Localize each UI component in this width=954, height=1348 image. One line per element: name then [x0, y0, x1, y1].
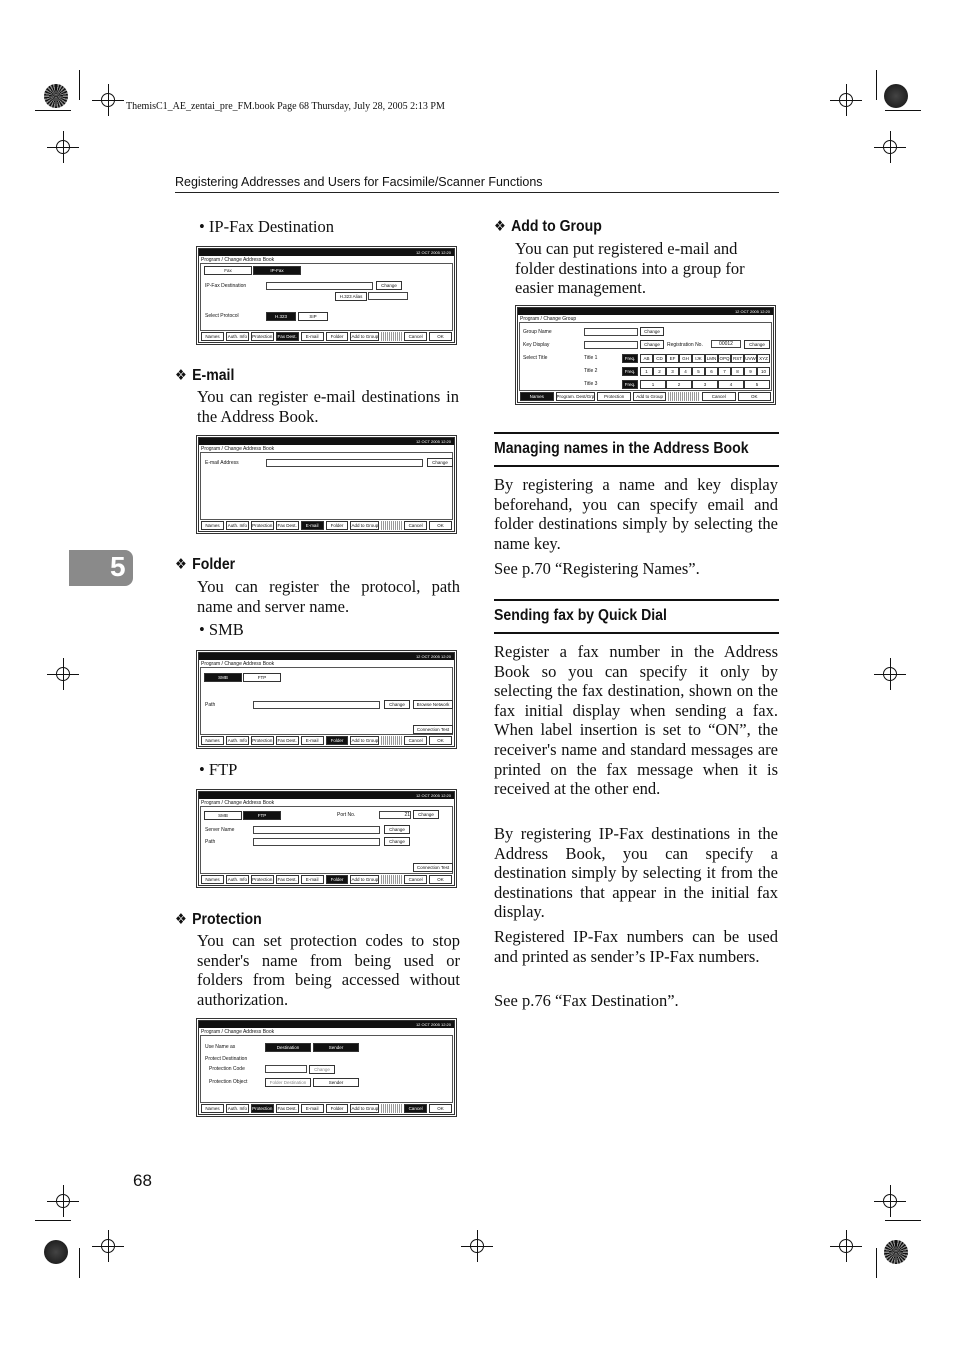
- tab-cancel[interactable]: Cancel: [404, 736, 427, 745]
- screen-panel: [200, 263, 453, 331]
- tab-folder[interactable]: Folder: [326, 736, 349, 745]
- page-number: 68: [133, 1171, 152, 1190]
- screen-tabs: [201, 521, 452, 530]
- tab-add-group[interactable]: Add to Group: [351, 877, 379, 882]
- crop-line: [885, 1220, 921, 1221]
- tab-cancel[interactable]: Cancel: [702, 392, 736, 401]
- chapter-number: 5: [110, 551, 126, 582]
- crop-target-icon: [839, 93, 853, 107]
- quickdial-heading: Sending fax by Quick Dial: [494, 607, 667, 624]
- smb-bullet: • SMB: [199, 620, 244, 639]
- tab-auth[interactable]: Auth. Info: [227, 1106, 247, 1111]
- email-text: You can register e-mail destinations in the Address Book.: [197, 387, 459, 426]
- section-rule-bottom: [494, 632, 779, 634]
- tab-names[interactable]: Names: [201, 875, 224, 884]
- tab-spacer: [381, 332, 402, 341]
- title-key-button[interactable]: 2: [653, 367, 666, 376]
- path-label: Path: [205, 839, 216, 845]
- screen-title: Program / Change Address Book: [201, 446, 275, 452]
- tab-auth[interactable]: Auth. Info: [227, 523, 247, 528]
- path-field[interactable]: [253, 838, 380, 846]
- alias-field[interactable]: [368, 292, 408, 300]
- tab-add-group[interactable]: Add to Group: [351, 738, 379, 743]
- path-field[interactable]: [253, 701, 380, 709]
- screen-time: 12 OCT 2005 12:20: [199, 653, 454, 660]
- tab-spacer: [668, 392, 700, 401]
- ipfax-screen: [196, 246, 457, 345]
- title-key-button[interactable]: 3: [666, 367, 679, 376]
- title-key-button[interactable]: 2: [666, 380, 692, 389]
- header-rule: [175, 192, 779, 193]
- email-address-label: E-mail Address: [205, 460, 239, 466]
- change-button[interactable]: Change: [640, 327, 664, 336]
- tab-names[interactable]: Names: [520, 392, 554, 401]
- screen-panel: [200, 667, 453, 735]
- tab-spacer: [381, 875, 402, 884]
- title-key-button[interactable]: OPQ: [719, 356, 730, 361]
- server-name-label: Server Name: [205, 827, 235, 833]
- tab-protection[interactable]: Protection: [252, 334, 273, 339]
- tab-add-group[interactable]: Add to Group: [351, 523, 379, 528]
- screen-title: Program / Change Address Book: [201, 1029, 275, 1035]
- freq-button[interactable]: Freq.: [622, 380, 638, 389]
- title-key-button[interactable]: LMN: [706, 356, 717, 361]
- crop-line: [79, 70, 80, 100]
- screen-panel: [200, 452, 453, 520]
- ftp-screen: [196, 789, 457, 888]
- tab-cancel[interactable]: Cancel: [404, 332, 427, 341]
- change-button[interactable]: Change: [413, 810, 439, 819]
- screen-panel: [200, 806, 453, 874]
- crop-line: [876, 1248, 877, 1278]
- tab-protection[interactable]: Protection: [252, 1106, 273, 1111]
- folder-destination-button[interactable]: Folder Destination: [265, 1078, 311, 1087]
- tab-ok[interactable]: OK: [429, 332, 452, 341]
- crop-line: [885, 110, 921, 111]
- ftp-bullet: • FTP: [199, 760, 238, 779]
- crop-target-icon: [101, 93, 115, 107]
- tab-folder[interactable]: Folder: [326, 1104, 349, 1113]
- tab-ok[interactable]: OK: [429, 1104, 452, 1113]
- change-button[interactable]: Change: [384, 825, 410, 834]
- sender-object-button[interactable]: Sender: [313, 1078, 359, 1087]
- add-group-heading: ❖ Add to Group: [494, 218, 602, 235]
- protection-code-field[interactable]: [265, 1065, 307, 1073]
- tab-protection[interactable]: Protection: [252, 738, 273, 743]
- quickdial-p3: Registered IP-Fax numbers can be used and printed as sender’s IP-Fax numbers.: [494, 927, 778, 966]
- group-name-label: Group Name: [523, 329, 552, 335]
- connection-test-button[interactable]: Connection Test: [413, 863, 453, 872]
- group-screen: [515, 305, 776, 405]
- tab-ok[interactable]: OK: [429, 875, 452, 884]
- title-key-button[interactable]: 8: [731, 367, 744, 376]
- crop-line: [79, 1248, 80, 1278]
- registration-ball-icon: [884, 84, 908, 108]
- crop-line: [35, 110, 71, 111]
- port-field[interactable]: 21: [379, 811, 411, 819]
- tab-email[interactable]: E-mail: [301, 736, 324, 745]
- screen-title: Program / Change Address Book: [201, 800, 275, 806]
- path-label: Path: [205, 702, 216, 708]
- tab-names[interactable]: Names: [201, 1104, 224, 1113]
- crop-target-icon: [101, 1239, 115, 1253]
- tab-fax-dest[interactable]: Fax Dest.: [277, 334, 297, 339]
- title-key-button[interactable]: 4: [679, 367, 692, 376]
- title-key-button[interactable]: RST: [733, 356, 742, 361]
- screen-panel: [519, 322, 772, 391]
- title-key-button[interactable]: 5: [744, 380, 770, 389]
- folder-heading: ❖ Folder: [175, 556, 236, 573]
- folder-text: You can register the protocol, path name and server name.: [197, 577, 460, 616]
- change-button[interactable]: Change: [427, 458, 453, 467]
- tab-auth[interactable]: Auth. Info: [227, 877, 247, 882]
- registration-no-field[interactable]: 00012: [711, 340, 741, 348]
- screen-title: Program / Change Address Book: [201, 661, 275, 667]
- crop-target-icon: [56, 140, 70, 154]
- ipfax-dest-field[interactable]: [266, 282, 373, 290]
- tab-protection[interactable]: Protection: [252, 523, 273, 528]
- screen-title: Program / Change Address Book: [201, 257, 275, 263]
- screen-title: Program / Change Group: [520, 316, 577, 322]
- tab-add-group[interactable]: Add to Group: [351, 334, 379, 339]
- managing-see: See p.70 “Registering Names”.: [494, 559, 700, 578]
- managing-text: By registering a name and key display beforehand, you can specify email and folder destinations simply by selecting the name key.: [494, 475, 778, 553]
- tab-auth[interactable]: Auth. Info: [227, 334, 247, 339]
- tab-ok[interactable]: OK: [429, 521, 452, 530]
- diamond-icon: ❖: [494, 218, 506, 235]
- title-key-button[interactable]: 10: [757, 367, 770, 376]
- crop-target-icon: [56, 667, 70, 681]
- tab-email[interactable]: E-mail: [301, 332, 324, 341]
- add-group-text: You can put registered e-mail and folder destinations into a group for easier management.: [515, 239, 745, 298]
- change-button[interactable]: Change: [640, 340, 664, 349]
- crop-line: [35, 1220, 71, 1221]
- screen-time: 12 OCT 2005 12:20: [518, 308, 773, 315]
- sender-button[interactable]: Sender: [313, 1043, 359, 1052]
- protection-heading: ❖ Protection: [175, 911, 262, 928]
- tab-email[interactable]: E-mail: [301, 875, 324, 884]
- crop-target-icon: [883, 140, 897, 154]
- tab-fax-dest[interactable]: Fax Dest.: [277, 738, 297, 743]
- tab-fax-dest[interactable]: Fax Dest.: [277, 523, 297, 528]
- freq-button[interactable]: Freq.: [622, 367, 638, 376]
- registration-no-label: Registration No.: [667, 342, 703, 348]
- tab-folder[interactable]: Folder: [326, 521, 349, 530]
- change-button[interactable]: Change: [744, 340, 770, 349]
- screen-time: 12 OCT 2005 12:20: [199, 249, 454, 256]
- tab-cancel[interactable]: Cancel: [404, 875, 427, 884]
- screen-tabs: [201, 1104, 452, 1113]
- change-button[interactable]: Change: [384, 700, 410, 709]
- crop-target-icon: [56, 1194, 70, 1208]
- title1-label: Title 1: [584, 355, 598, 361]
- tab-spacer: [381, 1104, 402, 1113]
- freq-button[interactable]: Freq.: [622, 354, 638, 363]
- tab-protection[interactable]: Protection: [597, 392, 631, 401]
- file-meta: ThemisC1_AE_zentai_pre_FM.book Page 68 Thursday, July 28, 2005 2:13 PM: [126, 101, 445, 112]
- protection-object-label: Protection Object: [209, 1079, 248, 1085]
- select-title-label: Select Title: [523, 355, 548, 361]
- protection-code-label: Protection Code: [209, 1066, 245, 1072]
- quickdial-see: See p.76 “Fax Destination”.: [494, 991, 679, 1010]
- smb-button[interactable]: SMB: [204, 673, 242, 682]
- smb-button[interactable]: SMB: [204, 811, 242, 820]
- crop-target-icon: [883, 667, 897, 681]
- tab-email[interactable]: E-mail: [301, 1104, 324, 1113]
- protect-dest-label: Protect Destination: [205, 1056, 248, 1062]
- protocol-label: Select Protocol: [205, 313, 239, 319]
- section-rule-bottom: [494, 465, 779, 467]
- title3-label: Title 3: [584, 381, 598, 387]
- diamond-icon: ❖: [175, 556, 187, 573]
- crop-line: [876, 70, 877, 100]
- diamond-icon: ❖: [175, 911, 187, 928]
- sip-button[interactable]: SIP: [298, 312, 328, 321]
- title-key-button[interactable]: AB: [640, 354, 653, 363]
- tab-names[interactable]: Names: [201, 521, 224, 530]
- connection-test-button[interactable]: Connection Test: [413, 725, 453, 734]
- tab-cancel[interactable]: Cancel: [404, 521, 427, 530]
- screen-time: 12 OCT 2005 12:20: [199, 1021, 454, 1028]
- tab-spacer: [381, 521, 402, 530]
- smb-screen: [196, 650, 457, 749]
- screen-time: 12 OCT 2005 12:20: [199, 792, 454, 799]
- crop-target-icon: [839, 1239, 853, 1253]
- ipfax-bullet: • IP-Fax Destination: [199, 217, 335, 236]
- title-key-button[interactable]: 3: [692, 380, 718, 389]
- diamond-icon: ❖: [175, 367, 187, 384]
- title-key-button[interactable]: CD: [653, 354, 666, 363]
- tab-program-dest[interactable]: Program. Dest/Grp: [556, 394, 595, 399]
- registration-ball-icon: [884, 1240, 908, 1264]
- tab-ok[interactable]: OK: [738, 392, 772, 401]
- quickdial-p1: Register a fax number in the Address Book so you can specify it only by selecting the fax destination, shown on the fax initial display when sending a fax. When label insertion is set to “ON”, the receiver's name and standard messages are printed on the fax message when it is received at the other end.: [494, 642, 778, 799]
- protection-screen: [196, 1018, 457, 1117]
- title-key-button[interactable]: IJK: [692, 354, 705, 363]
- tab-cancel[interactable]: Cancel: [404, 1104, 427, 1113]
- tab-fax-dest[interactable]: Fax Dest.: [277, 1106, 297, 1111]
- email-address-field[interactable]: [266, 459, 423, 467]
- title-key-button[interactable]: UVW: [745, 356, 756, 361]
- title-key-button[interactable]: 4: [718, 380, 744, 389]
- screen-time: 12 OCT 2005 12:20: [199, 438, 454, 445]
- use-name-label: Use Name as: [205, 1044, 236, 1050]
- screen-panel: [200, 1035, 453, 1103]
- running-header: Registering Addresses and Users for Facsimile/Scanner Functions: [175, 175, 543, 189]
- key-display-label: Key Display: [523, 342, 550, 348]
- screen-tabs: [520, 392, 771, 401]
- ftp-button[interactable]: FTP: [243, 673, 281, 682]
- ipfax-tab-button[interactable]: IP-Fax: [253, 266, 301, 275]
- tab-add-group[interactable]: Add to Group: [633, 392, 667, 401]
- title-key-button[interactable]: EF: [666, 354, 679, 363]
- protection-text: You can set protection codes to stop sender's name from being used or folders from being accessed without authorization.: [197, 931, 460, 1009]
- section-rule-top: [494, 599, 779, 601]
- title-key-button[interactable]: 7: [718, 367, 731, 376]
- tab-ok[interactable]: OK: [429, 736, 452, 745]
- server-name-field[interactable]: [253, 826, 380, 834]
- change-button[interactable]: Change: [384, 837, 410, 846]
- ftp-button[interactable]: FTP: [243, 811, 281, 820]
- title2-label: Title 2: [584, 368, 598, 374]
- tab-folder[interactable]: Folder: [326, 332, 349, 341]
- quickdial-p2: By registering IP-Fax destinations in the Address Book, you can specify a destination simply by selecting it from the destinations that appear in the initial fax display.: [494, 824, 778, 922]
- title-key-button[interactable]: 1: [640, 367, 653, 376]
- tab-auth[interactable]: Auth. Info: [227, 738, 247, 743]
- title-key-button[interactable]: XYZ: [757, 354, 770, 363]
- title-key-button[interactable]: 1: [640, 380, 666, 389]
- tab-folder[interactable]: Folder: [326, 875, 349, 884]
- email-heading: ❖ E-mail: [175, 367, 235, 384]
- tab-names[interactable]: Names: [201, 332, 224, 341]
- fax-tab-button[interactable]: Fax: [204, 266, 252, 275]
- h323-button[interactable]: H.323: [266, 312, 296, 321]
- crop-target-icon: [883, 1194, 897, 1208]
- title-key-button[interactable]: 9: [744, 367, 757, 376]
- screen-tabs: [201, 736, 452, 745]
- screen-tabs: [201, 332, 452, 341]
- tab-protection[interactable]: Protection: [252, 877, 273, 882]
- port-label: Port No.: [337, 812, 356, 818]
- change-button[interactable]: Change: [309, 1065, 335, 1074]
- group-name-field[interactable]: [584, 328, 638, 336]
- title-key-button[interactable]: 6: [705, 367, 718, 376]
- key-display-field[interactable]: [584, 341, 638, 349]
- section-rule-top: [494, 432, 779, 434]
- title-key-button[interactable]: 5: [692, 367, 705, 376]
- destination-button[interactable]: Destination: [265, 1043, 311, 1052]
- alias-button[interactable]: H.323 Alias: [335, 292, 367, 301]
- managing-heading: Managing names in the Address Book: [494, 440, 749, 457]
- crop-target-icon: [470, 1239, 484, 1253]
- tab-spacer: [381, 736, 402, 745]
- ipfax-dest-label: IP-Fax Destination: [205, 283, 247, 289]
- tab-names[interactable]: Names: [201, 736, 224, 745]
- registration-ball-icon: [44, 1240, 68, 1264]
- screen-tabs: [201, 875, 452, 884]
- registration-ball-icon: [44, 84, 68, 108]
- title-key-button[interactable]: GH: [679, 354, 692, 363]
- browse-network-button[interactable]: Browse Network: [413, 700, 453, 709]
- tab-add-group[interactable]: Add to Group: [351, 1106, 379, 1111]
- tab-email[interactable]: E-mail: [301, 521, 324, 530]
- tab-fax-dest[interactable]: Fax Dest.: [277, 877, 297, 882]
- change-button[interactable]: Change: [376, 281, 402, 290]
- email-screen: [196, 435, 457, 534]
